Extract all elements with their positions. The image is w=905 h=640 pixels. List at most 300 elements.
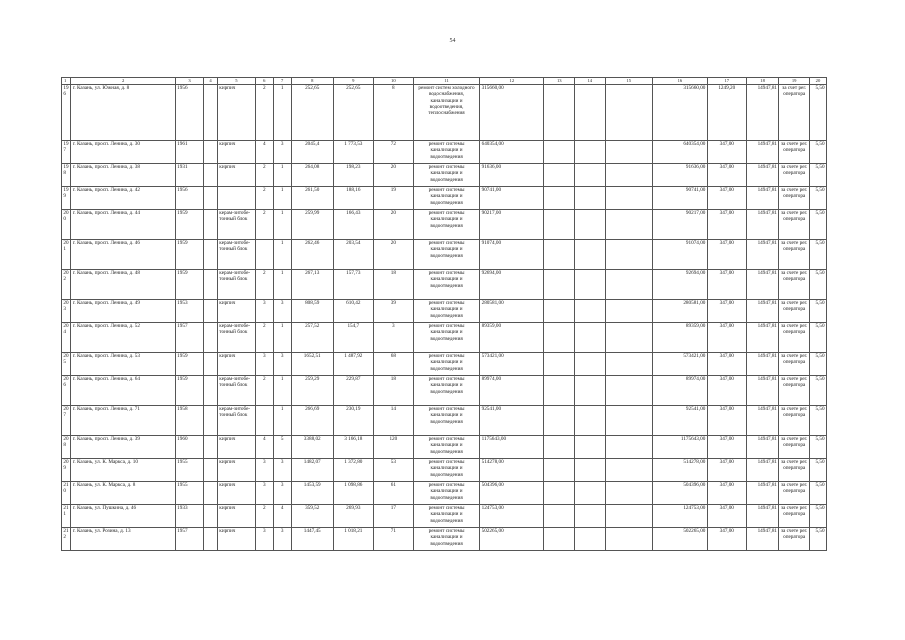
work-type-cell: ремонт системы канализации и водоотведения xyxy=(413,504,479,527)
column-number: 18 xyxy=(746,78,779,85)
column-number: 8 xyxy=(291,78,333,85)
floors-cell: 2 xyxy=(255,209,273,239)
residents-cell: 8 xyxy=(373,84,413,140)
residents-cell: 53 xyxy=(373,458,413,481)
total-cost-cell: 502265,00 xyxy=(480,527,544,550)
year-cell: 1960 xyxy=(175,435,203,458)
year-cell: 1933 xyxy=(175,504,203,527)
living-area-cell: 1 487,92 xyxy=(333,352,373,375)
living-area-cell: 157,73 xyxy=(333,269,373,299)
col4-cell xyxy=(204,375,218,405)
col14-cell xyxy=(575,140,606,163)
total-area-cell: 261,50 xyxy=(291,186,333,209)
col13-cell xyxy=(544,140,575,163)
residents-cell: 39 xyxy=(373,299,413,322)
deadline-cell: 5,50 xyxy=(809,405,826,435)
deadline-cell: 5,50 xyxy=(809,322,826,352)
total-area-cell: 1447,45 xyxy=(291,527,333,550)
cost-regional-cell: 89974,00 xyxy=(652,375,707,405)
address-cell: г. Казань, просп. Ленина, д. 42 xyxy=(71,186,175,209)
column-number: 19 xyxy=(779,78,810,85)
total-cost-cell: 315660,00 xyxy=(480,84,544,140)
col4-cell xyxy=(204,527,218,550)
total-cost-cell: 92694,00 xyxy=(480,269,544,299)
floors-cell: 2 xyxy=(255,84,273,140)
table-row xyxy=(62,375,827,405)
col15-cell xyxy=(605,405,652,435)
limit-cost-cell: 14947,81 xyxy=(746,322,779,352)
wall-material-cell: керам-зитобе-тонный блок xyxy=(217,375,255,405)
funding-source-cell: за счете рег. оператора xyxy=(779,322,810,352)
floors-cell: 4 xyxy=(255,140,273,163)
entrances-cell: 1 xyxy=(273,186,291,209)
table-row xyxy=(62,405,827,435)
column-number: 16 xyxy=(652,78,707,85)
residents-cell: 3 xyxy=(373,322,413,352)
row-number: 198 xyxy=(62,163,71,186)
total-cost-cell: 640354,00 xyxy=(480,140,544,163)
work-type-cell: ремонт системы канализации и водоотведения xyxy=(413,140,479,163)
row-number: 196 xyxy=(62,84,71,140)
table-row xyxy=(62,481,827,504)
limit-cost-cell: 14947,81 xyxy=(746,186,779,209)
col15-cell xyxy=(605,322,652,352)
col13-cell xyxy=(544,322,575,352)
work-type-cell: ремонт системы канализации и водоотведения xyxy=(413,163,479,186)
cost-regional-cell: 504396,00 xyxy=(652,481,707,504)
column-number: 2 xyxy=(71,78,175,85)
total-area-cell: 259,99 xyxy=(291,209,333,239)
entrances-cell: 5 xyxy=(273,435,291,458)
table-row xyxy=(62,239,827,269)
year-cell: 1958 xyxy=(175,405,203,435)
column-number: 12 xyxy=(480,78,544,85)
living-area-cell: 1 018,21 xyxy=(333,527,373,550)
column-number: 11 xyxy=(413,78,479,85)
living-area-cell: 252,65 xyxy=(333,84,373,140)
living-area-cell: 3 166,18 xyxy=(333,435,373,458)
total-area-cell: 1453,59 xyxy=(291,481,333,504)
wall-material-cell: кирпич xyxy=(217,163,255,186)
address-cell: г. Казань, просп. Ленина, д. 49 xyxy=(71,299,175,322)
total-area-cell: 262,46 xyxy=(291,239,333,269)
col14-cell xyxy=(575,481,606,504)
deadline-cell: 5,50 xyxy=(809,186,826,209)
total-area-cell: 3388,02 xyxy=(291,435,333,458)
work-type-cell: ремонт системы канализации и водоотведения xyxy=(413,405,479,435)
deadline-cell: 5,50 xyxy=(809,435,826,458)
col15-cell xyxy=(605,299,652,322)
total-area-cell: 1482,07 xyxy=(291,458,333,481)
cost-regional-cell: 90741,00 xyxy=(652,186,707,209)
total-area-cell: 264,08 xyxy=(291,163,333,186)
limit-cost-cell: 14947,81 xyxy=(746,375,779,405)
table-row xyxy=(62,209,827,239)
address-cell: г. Казань, просп. Ленина, д. 38 xyxy=(71,163,175,186)
table-row xyxy=(62,458,827,481)
deadline-cell: 5,50 xyxy=(809,239,826,269)
work-type-cell: ремонт системы канализации и водоотведения xyxy=(413,239,479,269)
col4-cell xyxy=(204,322,218,352)
repair-program-table xyxy=(61,77,827,551)
deadline-cell: 5,50 xyxy=(809,209,826,239)
unit-cost-cell: 347,00 xyxy=(707,405,746,435)
column-number: 4 xyxy=(204,78,218,85)
wall-material-cell: керам-зитобе-тонный блок xyxy=(217,269,255,299)
unit-cost-cell: 347,00 xyxy=(707,481,746,504)
limit-cost-cell: 14947,81 xyxy=(746,527,779,550)
year-cell: 1959 xyxy=(175,209,203,239)
residents-cell: 72 xyxy=(373,140,413,163)
work-type-cell: ремонт системы канализации и водоотведения xyxy=(413,299,479,322)
unit-cost-cell: 347,00 xyxy=(707,209,746,239)
residents-cell: 14 xyxy=(373,405,413,435)
table-row xyxy=(62,186,827,209)
row-number: 205 xyxy=(62,352,71,375)
funding-source-cell: за счете рег. оператора xyxy=(779,186,810,209)
cost-regional-cell: 640354,00 xyxy=(652,140,707,163)
year-cell: 1959 xyxy=(175,352,203,375)
table-row xyxy=(62,84,827,140)
floors-cell: 2 xyxy=(255,186,273,209)
work-type-cell: ремонт системы канализации и водоотведения xyxy=(413,375,479,405)
col4-cell xyxy=(204,405,218,435)
year-cell: 1959 xyxy=(175,269,203,299)
cost-regional-cell: 91074,00 xyxy=(652,239,707,269)
entrances-cell: 3 xyxy=(273,527,291,550)
column-number: 20 xyxy=(809,78,826,85)
cost-regional-cell: 1175643,00 xyxy=(652,435,707,458)
address-cell: г. Казань, просп. Ленина, д. 44 xyxy=(71,209,175,239)
col14-cell xyxy=(575,186,606,209)
col13-cell xyxy=(544,405,575,435)
total-cost-cell: 504396,00 xyxy=(480,481,544,504)
col4-cell xyxy=(204,186,218,209)
residents-cell: 20 xyxy=(373,209,413,239)
floors-cell: 3 xyxy=(255,481,273,504)
floors-cell: 2 xyxy=(255,375,273,405)
residents-cell: 20 xyxy=(373,239,413,269)
deadline-cell: 5,50 xyxy=(809,163,826,186)
column-number: 7 xyxy=(273,78,291,85)
col13-cell xyxy=(544,352,575,375)
table-row xyxy=(62,322,827,352)
year-cell: 1957 xyxy=(175,322,203,352)
residents-cell: 61 xyxy=(373,481,413,504)
living-area-cell: 610,42 xyxy=(333,299,373,322)
year-cell: 1955 xyxy=(175,458,203,481)
entrances-cell: 3 xyxy=(273,140,291,163)
col4-cell xyxy=(204,84,218,140)
entrances-cell: 1 xyxy=(273,269,291,299)
table-row xyxy=(62,527,827,550)
col15-cell xyxy=(605,375,652,405)
limit-cost-cell: 14947,81 xyxy=(746,352,779,375)
wall-material-cell: кирпич xyxy=(217,435,255,458)
residents-cell: 17 xyxy=(373,504,413,527)
work-type-cell: ремонт системы канализации и водоотведения xyxy=(413,481,479,504)
unit-cost-cell: 347,00 xyxy=(707,435,746,458)
total-area-cell: 267,13 xyxy=(291,269,333,299)
col15-cell xyxy=(605,458,652,481)
row-number: 211 xyxy=(62,504,71,527)
address-cell: г. Казань, просп. Ленина, д. 71 xyxy=(71,405,175,435)
table-row xyxy=(62,504,827,527)
col13-cell xyxy=(544,163,575,186)
column-number: 6 xyxy=(255,78,273,85)
floors-cell: 3 xyxy=(255,527,273,550)
page-number: 54 xyxy=(449,38,456,44)
unit-cost-cell: 1249,20 xyxy=(707,84,746,140)
col14-cell xyxy=(575,504,606,527)
total-area-cell: 1652,51 xyxy=(291,352,333,375)
wall-material-cell: керам-зитобе-тонный блок xyxy=(217,405,255,435)
funding-source-cell: за счете рег. оператора xyxy=(779,299,810,322)
living-area-cell: 1 372,80 xyxy=(333,458,373,481)
total-cost-cell: 91636,00 xyxy=(480,163,544,186)
deadline-cell: 5,50 xyxy=(809,527,826,550)
year-cell: 1931 xyxy=(175,163,203,186)
address-cell: г. Казань, ул. К. Маркса, д. 8 xyxy=(71,481,175,504)
living-area-cell: 188,16 xyxy=(333,186,373,209)
funding-source-cell: за счет рег. оператора xyxy=(779,84,810,140)
year-cell: 1955 xyxy=(175,481,203,504)
total-cost-cell: 90741,00 xyxy=(480,186,544,209)
address-cell: г. Казань, ул. К. Маркса, д. 10 xyxy=(71,458,175,481)
cost-regional-cell: 514278,00 xyxy=(652,458,707,481)
col13-cell xyxy=(544,239,575,269)
cost-regional-cell: 124753,00 xyxy=(652,504,707,527)
col13-cell xyxy=(544,527,575,550)
limit-cost-cell: 14947,81 xyxy=(746,504,779,527)
table-row xyxy=(62,163,827,186)
col14-cell xyxy=(575,352,606,375)
col4-cell xyxy=(204,458,218,481)
year-cell: 1959 xyxy=(175,375,203,405)
col15-cell xyxy=(605,163,652,186)
col15-cell xyxy=(605,352,652,375)
unit-cost-cell: 347,00 xyxy=(707,458,746,481)
row-number: 212 xyxy=(62,527,71,550)
funding-source-cell: за счете рег. оператора xyxy=(779,269,810,299)
funding-source-cell: за счете рег. оператора xyxy=(779,405,810,435)
residents-cell: 18 xyxy=(373,375,413,405)
col4-cell xyxy=(204,209,218,239)
col15-cell xyxy=(605,239,652,269)
address-cell: г. Казань, просп. Ленина, д. 52 xyxy=(71,322,175,352)
col4-cell xyxy=(204,163,218,186)
row-number: 203 xyxy=(62,299,71,322)
deadline-cell: 5,50 xyxy=(809,458,826,481)
entrances-cell: 3 xyxy=(273,299,291,322)
unit-cost-cell: 347,00 xyxy=(707,163,746,186)
entrances-cell: 3 xyxy=(273,481,291,504)
address-cell: г. Казань, просп. Ленина, д. 53 xyxy=(71,352,175,375)
col15-cell xyxy=(605,504,652,527)
total-cost-cell: 92541,00 xyxy=(480,405,544,435)
entrances-cell: 1 xyxy=(273,375,291,405)
entrances-cell: 1 xyxy=(273,239,291,269)
funding-source-cell: за счете рег. оператора xyxy=(779,481,810,504)
funding-source-cell: за счете рег. оператора xyxy=(779,352,810,375)
wall-material-cell: кирпич xyxy=(217,458,255,481)
cost-regional-cell: 92694,00 xyxy=(652,269,707,299)
residents-cell: 18 xyxy=(373,269,413,299)
total-cost-cell: 89974,00 xyxy=(480,375,544,405)
wall-material-cell xyxy=(217,186,255,209)
col15-cell xyxy=(605,186,652,209)
living-area-cell: 229,87 xyxy=(333,375,373,405)
col13-cell xyxy=(544,481,575,504)
row-number: 204 xyxy=(62,322,71,352)
funding-source-cell: за счете рег. оператора xyxy=(779,209,810,239)
total-cost-cell: 91074,00 xyxy=(480,239,544,269)
col13-cell xyxy=(544,269,575,299)
unit-cost-cell: 347,00 xyxy=(707,140,746,163)
entrances-cell: 4 xyxy=(273,504,291,527)
col15-cell xyxy=(605,527,652,550)
funding-source-cell: за счете рег. оператора xyxy=(779,435,810,458)
row-number: 210 xyxy=(62,481,71,504)
total-area-cell: 808,59 xyxy=(291,299,333,322)
year-cell: 1959 xyxy=(175,239,203,269)
wall-material-cell: кирпич xyxy=(217,299,255,322)
row-number: 199 xyxy=(62,186,71,209)
deadline-cell: 5,50 xyxy=(809,84,826,140)
col15-cell xyxy=(605,84,652,140)
year-cell: 1956 xyxy=(175,186,203,209)
address-cell: г. Казань, ул. Южная, д. 8 xyxy=(71,84,175,140)
col4-cell xyxy=(204,435,218,458)
row-number: 202 xyxy=(62,269,71,299)
col4-cell xyxy=(204,299,218,322)
col14-cell xyxy=(575,299,606,322)
col15-cell xyxy=(605,140,652,163)
limit-cost-cell: 14947,81 xyxy=(746,458,779,481)
living-area-cell: 166,43 xyxy=(333,209,373,239)
limit-cost-cell: 14947,81 xyxy=(746,435,779,458)
year-cell: 1961 xyxy=(175,140,203,163)
floors-cell xyxy=(255,405,273,435)
address-cell: г. Казань, просп. Ленина, д. 48 xyxy=(71,269,175,299)
work-type-cell: ремонт системы канализации и водоотведения xyxy=(413,527,479,550)
limit-cost-cell: 14947,81 xyxy=(746,84,779,140)
cost-regional-cell: 92541,00 xyxy=(652,405,707,435)
row-number: 207 xyxy=(62,405,71,435)
funding-source-cell: за счете рег. оператора xyxy=(779,239,810,269)
entrances-cell: 3 xyxy=(273,352,291,375)
row-number: 209 xyxy=(62,458,71,481)
limit-cost-cell: 14947,81 xyxy=(746,269,779,299)
col14-cell xyxy=(575,375,606,405)
residents-cell: 68 xyxy=(373,352,413,375)
cost-regional-cell: 89359,00 xyxy=(652,322,707,352)
col15-cell xyxy=(605,269,652,299)
living-area-cell: 1 773,53 xyxy=(333,140,373,163)
work-type-cell: ремонт системы канализации и водоотведения xyxy=(413,269,479,299)
unit-cost-cell: 347,00 xyxy=(707,186,746,209)
col14-cell xyxy=(575,458,606,481)
work-type-cell: ремонт системы канализации и водоотведения xyxy=(413,186,479,209)
col4-cell xyxy=(204,352,218,375)
wall-material-cell: керам-зитобе-тонный блок xyxy=(217,209,255,239)
total-cost-cell: 89359,00 xyxy=(480,322,544,352)
living-area-cell: 154,7 xyxy=(333,322,373,352)
col15-cell xyxy=(605,481,652,504)
col14-cell xyxy=(575,435,606,458)
deadline-cell: 5,50 xyxy=(809,481,826,504)
funding-source-cell: за счете рег. оператора xyxy=(779,163,810,186)
address-cell: г. Казань, ул. Розина, д. 13 xyxy=(71,527,175,550)
column-number: 15 xyxy=(605,78,652,85)
cost-regional-cell: 502265,00 xyxy=(652,527,707,550)
table-row xyxy=(62,269,827,299)
column-number: 5 xyxy=(217,78,255,85)
col13-cell xyxy=(544,504,575,527)
unit-cost-cell: 347,00 xyxy=(707,352,746,375)
address-cell: г. Казань, ул. Пушкина, д. 46 xyxy=(71,504,175,527)
table-row xyxy=(62,299,827,322)
entrances-cell: 1 xyxy=(273,209,291,239)
total-area-cell: 257,52 xyxy=(291,322,333,352)
floors-cell: 4 xyxy=(255,435,273,458)
work-type-cell: ремонт системы канализации и водоотведения xyxy=(413,209,479,239)
total-cost-cell: 124753,00 xyxy=(480,504,544,527)
year-cell: 1957 xyxy=(175,527,203,550)
column-number: 17 xyxy=(707,78,746,85)
residents-cell: 120 xyxy=(373,435,413,458)
total-area-cell: 359,52 xyxy=(291,504,333,527)
col4-cell xyxy=(204,239,218,269)
total-cost-cell: 1175643,00 xyxy=(480,435,544,458)
unit-cost-cell: 347,00 xyxy=(707,239,746,269)
total-cost-cell: 573421,00 xyxy=(480,352,544,375)
row-number: 208 xyxy=(62,435,71,458)
table-row xyxy=(62,352,827,375)
floors-cell: 2 xyxy=(255,322,273,352)
col13-cell xyxy=(544,299,575,322)
funding-source-cell: за счете рег. оператора xyxy=(779,527,810,550)
total-area-cell: 266,69 xyxy=(291,405,333,435)
work-type-cell: ремонт системы канализации и водоотведения xyxy=(413,458,479,481)
residents-cell: 19 xyxy=(373,186,413,209)
wall-material-cell: керам-зитобе-тонный блок xyxy=(217,239,255,269)
floors-cell: 2 xyxy=(255,504,273,527)
floors-cell: 3 xyxy=(255,299,273,322)
col13-cell xyxy=(544,458,575,481)
cost-regional-cell: 573421,00 xyxy=(652,352,707,375)
deadline-cell: 5,50 xyxy=(809,299,826,322)
work-type-cell: ремонт систем холодного водоснабжения, канализации и водоотведения, теплоснабжения xyxy=(413,84,479,140)
entrances-cell: 1 xyxy=(273,405,291,435)
limit-cost-cell: 14947,81 xyxy=(746,140,779,163)
col4-cell xyxy=(204,269,218,299)
wall-material-cell: керам-зитобе-тонный блок xyxy=(217,322,255,352)
column-number: 9 xyxy=(333,78,373,85)
total-area-cell: 252,65 xyxy=(291,84,333,140)
column-number: 14 xyxy=(575,78,606,85)
living-area-cell: 203,54 xyxy=(333,239,373,269)
table-row xyxy=(62,435,827,458)
entrances-cell: 3 xyxy=(273,458,291,481)
row-number: 200 xyxy=(62,209,71,239)
funding-source-cell: за счете рег. оператора xyxy=(779,140,810,163)
col14-cell xyxy=(575,84,606,140)
address-cell: г. Казань, просп. Ленина, д. 39 xyxy=(71,435,175,458)
wall-material-cell: кирпич xyxy=(217,504,255,527)
floors-cell: 3 xyxy=(255,458,273,481)
funding-source-cell: за счете рег. оператора xyxy=(779,458,810,481)
